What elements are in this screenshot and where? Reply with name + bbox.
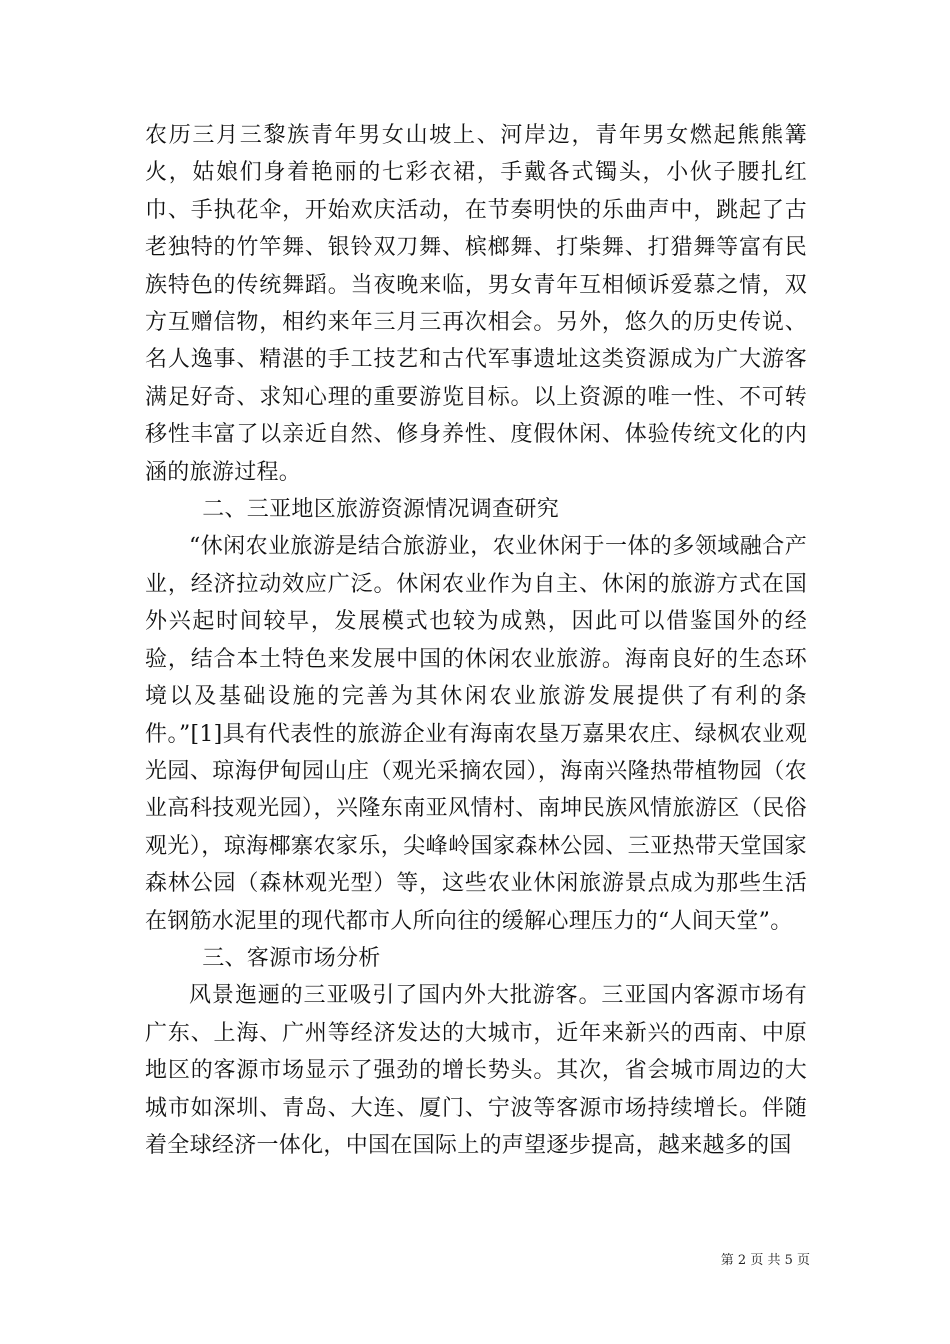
paragraph-leisure-agriculture: “休闲农业旅游是结合旅游业，农业休闲于一体的多领域融合产业，经济拉动效应广泛。休闲农业作为自主、休闲的旅游方式在国外兴起时间较早，发展模式也较为成熟，因此可以借鉴国外的经验，结合本土特色来发展中国的休闲农业旅游。海南良好的生态环境以及基础设施的完善为其休闲农业旅游发展提供了有利的条件。”[1]具有代表性的旅游企业有海南农垦万嘉果农庄、绿枫农业观光园、琼海伊甸园山庄（观光采摘农园），海南兴隆热带植物园（农业高科技观光园），兴隆东南亚风情村、南坤民族风情旅游区（民俗观光），琼海椰寨农家乐，尖峰岭国家森林公园、三亚热带天堂国家森林公园（森林观光型）等，这些农业休闲旅游景点成为那些生活在钢筋水泥里的现代都市人所向往的缓解心理压力的“人间天堂”。 [145, 534, 807, 934]
paragraph-continuation: 农历三月三黎族青年男女山坡上、河岸边，青年男女燃起熊熊篝火，姑娘们身着艳丽的七彩衣裙，手戴各式镯头，小伙子腰扎红巾、手执花伞，开始欢庆活动，在节奏明快的乐曲声中，跳起了古老独特的竹竿舞、银铃双刀舞、槟榔舞、打柴舞、打猎舞等富有民族特色的传统舞蹈。当夜晚来临，男女青年互相倾诉爱慕之情，双方互赠信物，相约来年三月三再次相会。另外，悠久的历史传说、名人逸事、精湛的手工技艺和古代军事遗址这类资源成为广大游客满足好奇、求知心理的重要游览目标。以上资源的唯一性、不可转移性丰富了以亲近自然、修身养性、度假休闲、体验传统文化的内涵的旅游过程。 [145, 123, 807, 485]
page-number: 第 2 页 共 5 页 [720, 1253, 810, 1268]
section-heading-2: 二、三亚地区旅游资源情况调查研究 [202, 497, 559, 523]
body-text [145, 117, 807, 1164]
section-heading-3: 三、客源市场分析 [202, 945, 381, 971]
paragraph-source-market: 风景迤逦的三亚吸引了国内外大批游客。三亚国内客源市场有广东、上海、广州等经济发达的大城市，近年来新兴的西南、中原地区的客源市场显示了强劲的增长势头。其次，省会城市周边的大城市如深圳、青岛、大连、厦门、宁波等客源市场持续增长。伴随着全球经济一体化，中国在国际上的声望逐步提高，越来越多的国 [145, 983, 807, 1158]
